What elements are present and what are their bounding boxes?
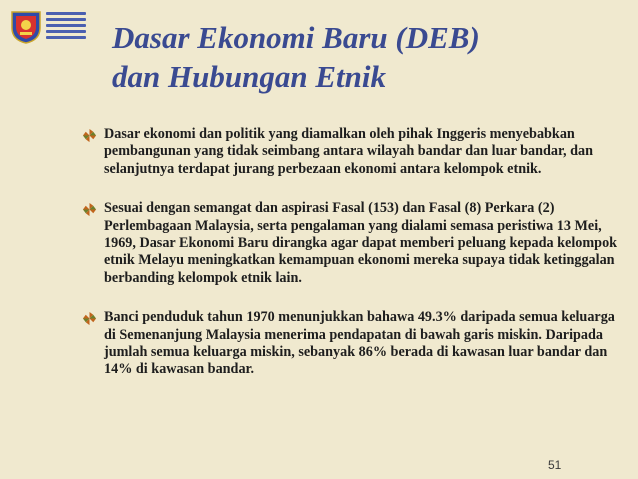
bullet-text: Sesuai dengan semangat dan aspirasi Fasal (153) dan Fasal (8) Perkara (2) Perlembagaan Malaysia, serta pengalaman yang dialami semasa peristiwa 13 Mei, 1969, Dasar Ekonomi Baru dirangka agar dapat memberi peluang kepada kelompok etnik Melayu meningkatkan kemampuan ekonomi mereka supaya tidak ketinggalan berbanding kelompok etnik lain. [104, 200, 618, 286]
bullet-text: Banci penduduk tahun 1970 menunjukkan bahawa 49.3% daripada semua keluarga di Semenanjung Malaysia menerima pendapatan di bawah garis miskin. Daripada jumlah semua keluarga miskin, sebanyak 86% berada di kawasan luar bandar dan 14% di kawasan bandar. [104, 309, 615, 378]
bullet-item [80, 126, 620, 178]
logo-text-lines [46, 12, 86, 42]
slide-title-line-2: dan Hubungan Etnik [112, 59, 386, 94]
crest-icon [10, 10, 42, 44]
university-logo [6, 4, 90, 50]
bullet-list [80, 126, 620, 401]
pinwheel-bullet-icon [82, 311, 97, 326]
page-number: 51 [548, 458, 562, 472]
slide-title-line-1: Dasar Ekonomi Baru (DEB) [112, 20, 480, 55]
bullet-item [80, 309, 620, 379]
bullet-item [80, 200, 620, 287]
bullet-text: Dasar ekonomi dan politik yang diamalkan oleh pihak Inggeris menyebabkan pembangunan yang tidak seimbang antara wilayah bandar dan luar bandar, dan selanjutnya terdapat jurang perbezaan ekonomi antara kelompok etnik. [104, 126, 593, 177]
pinwheel-bullet-icon [82, 128, 97, 143]
pinwheel-bullet-icon [82, 202, 97, 217]
slide-title [112, 18, 612, 96]
